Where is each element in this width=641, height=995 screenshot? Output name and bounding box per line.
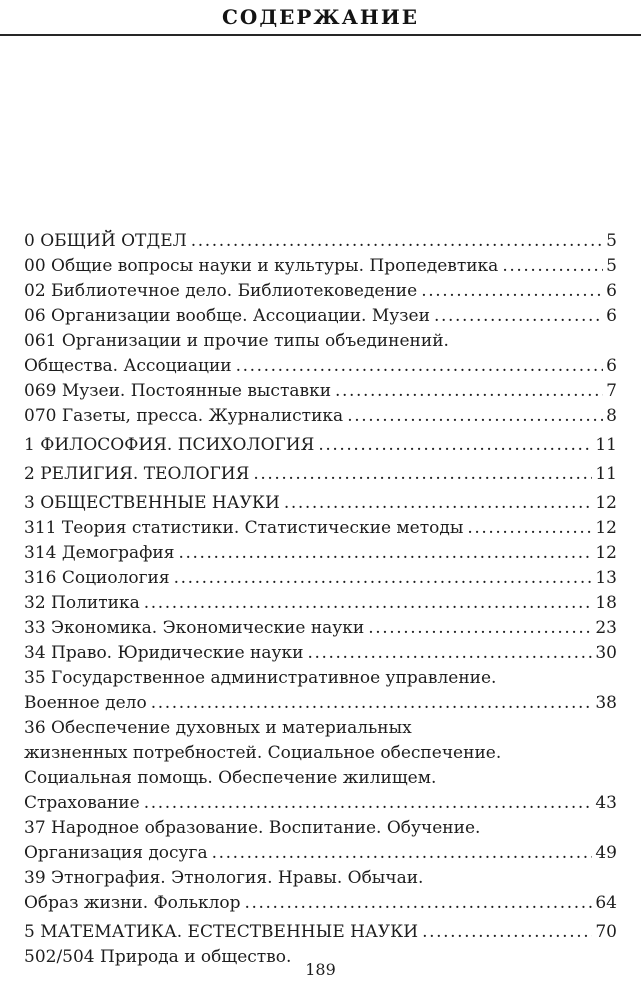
toc-page-number: 5 bbox=[606, 256, 617, 276]
toc-page-number: 5 bbox=[606, 231, 617, 251]
toc-entry-line bbox=[24, 254, 617, 279]
dot-leader bbox=[434, 304, 603, 329]
toc-page-number: 70 bbox=[595, 922, 617, 942]
dot-leader bbox=[335, 379, 603, 404]
dot-leader bbox=[174, 566, 593, 591]
toc-entry-line bbox=[24, 891, 617, 916]
toc-entry bbox=[24, 254, 617, 279]
dot-leader bbox=[307, 641, 592, 666]
dot-leader bbox=[467, 516, 592, 541]
dot-leader bbox=[144, 591, 593, 616]
page-header bbox=[0, 0, 641, 36]
toc-entry bbox=[24, 516, 617, 541]
toc-entry-text: 00 Общие вопросы науки и культуры. Пропедевтика bbox=[24, 256, 499, 276]
toc-page-number: 64 bbox=[595, 893, 617, 913]
toc-page-number: 12 bbox=[595, 493, 617, 513]
dot-leader bbox=[347, 404, 603, 429]
dot-leader bbox=[368, 616, 592, 641]
toc-entry-text: Организация досуга bbox=[24, 843, 208, 863]
dot-leader bbox=[178, 541, 592, 566]
toc-entry-line: 061 Организации и прочие типы объединений. bbox=[24, 331, 449, 351]
toc-entry-text: 069 Музеи. Постоянные выставки bbox=[24, 381, 332, 401]
toc-entry-text: Общества. Ассоциации bbox=[24, 356, 232, 376]
toc-entry-line bbox=[24, 354, 617, 379]
toc-entry-line: 35 Государственное административное управление. bbox=[24, 668, 497, 688]
table-of-contents bbox=[24, 229, 617, 970]
toc-entry bbox=[24, 616, 617, 641]
toc-entry-line: Социальная помощь. Обеспечение жилищем. bbox=[24, 768, 437, 788]
toc-entry-line bbox=[24, 433, 617, 458]
toc-entry bbox=[24, 462, 617, 487]
toc-entry-text: 02 Библиотечное дело. Библиотековедение bbox=[24, 281, 418, 301]
dot-leader bbox=[253, 462, 592, 487]
toc-entry-line: жизненных потребностей. Социальное обеспечение. bbox=[24, 743, 502, 763]
dot-leader bbox=[502, 254, 603, 279]
page-title: СОДЕРЖАНИЕ bbox=[222, 5, 419, 29]
toc-entry bbox=[24, 404, 617, 429]
toc-entry bbox=[24, 379, 617, 404]
toc-entry-line bbox=[24, 791, 617, 816]
toc-page-number: 6 bbox=[606, 281, 617, 301]
toc-entry-line bbox=[24, 462, 617, 487]
toc-entry-line: 502/504 Природа и общество. bbox=[24, 947, 292, 967]
toc-entry-text: 311 Теория статистики. Статистические методы bbox=[24, 518, 464, 538]
toc-entry-line bbox=[24, 379, 617, 404]
toc-page-number: 43 bbox=[595, 793, 617, 813]
toc-entry-text: 3 ОБЩЕСТВЕННЫЕ НАУКИ bbox=[24, 493, 280, 513]
toc-entry-text: 32 Политика bbox=[24, 593, 140, 613]
toc-entry bbox=[24, 304, 617, 329]
toc-entry bbox=[24, 591, 617, 616]
page-number: 189 bbox=[305, 960, 336, 979]
toc-entry-text: Страхование bbox=[24, 793, 140, 813]
dot-leader bbox=[191, 229, 603, 254]
toc-entry-text: 33 Экономика. Экономические науки bbox=[24, 618, 365, 638]
toc-entry-text: Военное дело bbox=[24, 693, 147, 713]
toc-entry-text: 1 ФИЛОСОФИЯ. ПСИХОЛОГИЯ bbox=[24, 435, 315, 455]
toc-entry-line bbox=[24, 566, 617, 591]
toc-entry-text: 070 Газеты, пресса. Журналистика bbox=[24, 406, 344, 426]
toc-entry-line bbox=[24, 641, 617, 666]
toc-entry-line bbox=[24, 920, 617, 945]
header-divider bbox=[0, 34, 641, 36]
toc-entry bbox=[24, 716, 617, 816]
toc-page-number: 23 bbox=[595, 618, 617, 638]
toc-page-number: 11 bbox=[595, 435, 617, 455]
toc-page-number: 49 bbox=[595, 843, 617, 863]
toc-entry-text: 316 Социология bbox=[24, 568, 170, 588]
toc-entry bbox=[24, 433, 617, 458]
dot-leader bbox=[245, 891, 593, 916]
toc-entry bbox=[24, 816, 617, 866]
toc-page-number: 11 bbox=[595, 464, 617, 484]
toc-entry-line bbox=[24, 841, 617, 866]
toc-page-number: 12 bbox=[595, 518, 617, 538]
toc-page-number: 38 bbox=[595, 693, 617, 713]
toc-entry-line: 36 Обеспечение духовных и материальных bbox=[24, 718, 412, 738]
toc-entry bbox=[24, 566, 617, 591]
dot-leader bbox=[422, 920, 592, 945]
toc-page-number: 6 bbox=[606, 356, 617, 376]
dot-leader bbox=[236, 354, 604, 379]
toc-entry-line bbox=[24, 304, 617, 329]
toc-entry bbox=[24, 279, 617, 304]
toc-entry-line bbox=[24, 591, 617, 616]
toc-entry bbox=[24, 541, 617, 566]
toc-entry-text: 5 МАТЕМАТИКА. ЕСТЕСТВЕННЫЕ НАУКИ bbox=[24, 922, 419, 942]
toc-entry bbox=[24, 920, 617, 945]
toc-page-number: 6 bbox=[606, 306, 617, 326]
toc-entry-line bbox=[24, 229, 617, 254]
toc-entry-text: 0 ОБЩИЙ ОТДЕЛ bbox=[24, 231, 187, 251]
dot-leader bbox=[212, 841, 593, 866]
toc-entry bbox=[24, 866, 617, 916]
dot-leader bbox=[284, 491, 592, 516]
toc-page-number: 8 bbox=[606, 406, 617, 426]
toc-page-number: 30 bbox=[595, 643, 617, 663]
toc-entry-text: 06 Организации вообще. Ассоциации. Музеи bbox=[24, 306, 430, 326]
toc-page-number: 7 bbox=[606, 381, 617, 401]
dot-leader bbox=[421, 279, 603, 304]
toc-page-number: 18 bbox=[595, 593, 617, 613]
toc-entry-line bbox=[24, 516, 617, 541]
toc-entry bbox=[24, 666, 617, 716]
toc-entry-text: 34 Право. Юридические науки bbox=[24, 643, 304, 663]
toc-entry-line bbox=[24, 616, 617, 641]
toc-entry bbox=[24, 491, 617, 516]
toc-entry-text: 314 Демография bbox=[24, 543, 175, 563]
dot-leader bbox=[144, 791, 593, 816]
toc-entry bbox=[24, 329, 617, 379]
toc-entry-line: 37 Народное образование. Воспитание. Обучение. bbox=[24, 818, 481, 838]
toc-entry-text: 2 РЕЛИГИЯ. ТЕОЛОГИЯ bbox=[24, 464, 250, 484]
toc-entry-line bbox=[24, 541, 617, 566]
toc-entry-text: Образ жизни. Фольклор bbox=[24, 893, 241, 913]
toc-entry-line bbox=[24, 491, 617, 516]
toc-page-number: 12 bbox=[595, 543, 617, 563]
dot-leader bbox=[318, 433, 592, 458]
toc-entry-line: 39 Этнография. Этнология. Нравы. Обычаи. bbox=[24, 868, 424, 888]
toc-entry-line bbox=[24, 279, 617, 304]
dot-leader bbox=[151, 691, 593, 716]
toc-entry-line bbox=[24, 404, 617, 429]
toc-page-number: 13 bbox=[595, 568, 617, 588]
toc-entry-line bbox=[24, 691, 617, 716]
toc-entry bbox=[24, 229, 617, 254]
toc-entry bbox=[24, 641, 617, 666]
